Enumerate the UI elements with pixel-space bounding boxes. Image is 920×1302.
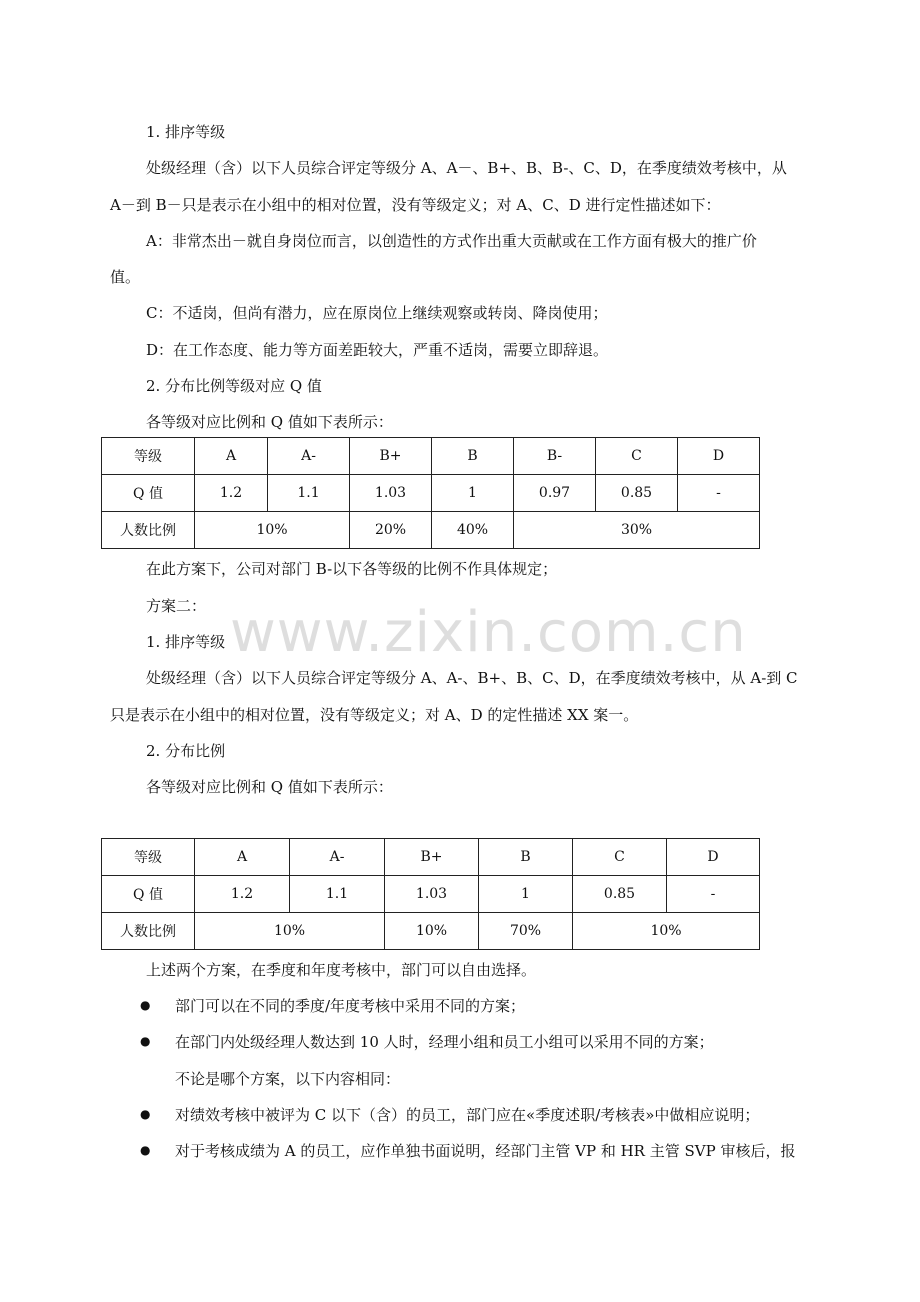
table-cell: -	[678, 475, 760, 512]
paragraph2-scope-line2: 只是表示在小组中的相对位置，没有等级定义；对 A、D 的定性描述 XX 案一。	[110, 706, 639, 724]
table-cell: A	[195, 438, 268, 475]
bullet-item-2: 在部门内处级经理人数达到 10 人时，经理小组和员工小组可以采用不同的方案；	[175, 1033, 714, 1051]
grade-table-plan1	[101, 437, 760, 549]
paragraph-scope-line1: 处级经理（含）以下人员综合评定等级分 A、A－、B+、B、B-、C、D，在季度绩效考核中，从	[146, 159, 787, 177]
table-row	[102, 438, 760, 475]
heading-distribution-2: 2. 分布比例	[146, 742, 226, 760]
table-cell: C	[573, 839, 667, 876]
table-cell: B-	[514, 438, 596, 475]
table-cell: D	[667, 839, 760, 876]
paragraph-after-table2: 上述两个方案，在季度和年度考核中，部门可以自由选择。	[146, 961, 537, 979]
table-row	[102, 913, 760, 950]
paragraph-grade-c: C：不适岗，但尚有潜力，应在原岗位上继续观察或转岗、降岗使用；	[146, 304, 608, 322]
table-cell: B	[432, 438, 514, 475]
table-cell: 1.03	[385, 876, 479, 913]
table-cell: 40%	[432, 512, 514, 549]
bullet-icon: ●	[140, 1107, 151, 1121]
table-cell: 1	[479, 876, 573, 913]
paragraph2-scope-line1: 处级经理（含）以下人员综合评定等级分 A、A-、B+、B、C、D，在季度绩效考核中，从 A-到 C	[146, 669, 798, 687]
table-cell: 人数比例	[102, 512, 195, 549]
table-cell: B+	[385, 839, 479, 876]
table-cell: C	[596, 438, 678, 475]
paragraph-common: 不论是哪个方案，以下内容相同：	[175, 1070, 401, 1088]
table-cell: 0.85	[596, 475, 678, 512]
table-cell: 20%	[350, 512, 432, 549]
table-cell: B	[479, 839, 573, 876]
table-row	[102, 475, 760, 512]
paragraph-scope-line2: A－到 B－只是表示在小组中的相对位置，没有等级定义；对 A、C、D 进行定性描述如下：	[110, 196, 721, 214]
grade-table-plan2	[101, 838, 760, 950]
table-cell: -	[667, 876, 760, 913]
bullet-icon: ●	[140, 998, 151, 1012]
table-cell: 等级	[102, 438, 195, 475]
table-cell: A-	[290, 839, 385, 876]
heading-plan-two: 方案二：	[146, 597, 207, 615]
table-cell: 10%	[573, 913, 760, 950]
paragraph-after-table1: 在此方案下，公司对部门 B-以下各等级的比例不作具体规定；	[146, 560, 558, 578]
heading-distribution: 2. 分布比例等级对应 Q 值	[146, 377, 322, 395]
table1-intro: 各等级对应比例和 Q 值如下表所示：	[146, 413, 393, 431]
table-cell: B+	[350, 438, 432, 475]
table-cell: 1.2	[195, 475, 268, 512]
table-cell: 10%	[195, 512, 350, 549]
table-cell: A-	[268, 438, 350, 475]
table-cell: 1.03	[350, 475, 432, 512]
table-cell: 1.2	[195, 876, 290, 913]
table-cell: 1	[432, 475, 514, 512]
bullet-icon: ●	[140, 1034, 151, 1048]
table-cell: 1.1	[268, 475, 350, 512]
paragraph-grade-d: D：在工作态度、能力等方面差距较大，严重不适岗，需要立即辞退。	[146, 341, 609, 359]
paragraph-grade-a-line2: 值。	[110, 268, 141, 286]
table-cell: 70%	[479, 913, 573, 950]
table-cell: 10%	[385, 913, 479, 950]
bullet-icon: ●	[140, 1143, 151, 1157]
table-cell: 1.1	[290, 876, 385, 913]
table-cell: 人数比例	[102, 913, 195, 950]
bullet-item-3: 对绩效考核中被评为 C 以下（含）的员工，部门应在«季度述职/考核表»中做相应说明；	[175, 1106, 760, 1124]
table-cell: Q 值	[102, 876, 195, 913]
table2-intro: 各等级对应比例和 Q 值如下表所示：	[146, 778, 393, 796]
watermark: www.zixin.com.cn	[230, 600, 747, 665]
table-cell: Q 值	[102, 475, 195, 512]
table-cell: 等级	[102, 839, 195, 876]
heading-sort-grade: 1. 排序等级	[146, 123, 226, 141]
table-cell: 30%	[514, 512, 760, 549]
table-row	[102, 876, 760, 913]
table-row	[102, 839, 760, 876]
table-cell: 10%	[195, 913, 385, 950]
bullet-item-4: 对于考核成绩为 A 的员工，应作单独书面说明，经部门主管 VP 和 HR 主管 SVP 审核后，报	[175, 1142, 796, 1160]
bullet-item-1: 部门可以在不同的季度/年度考核中采用不同的方案；	[175, 997, 526, 1015]
table-row	[102, 512, 760, 549]
table-cell: D	[678, 438, 760, 475]
heading-sort-grade-2: 1. 排序等级	[146, 633, 226, 651]
table-cell: 0.85	[573, 876, 667, 913]
table-cell: 0.97	[514, 475, 596, 512]
paragraph-grade-a-line1: A：非常杰出－就自身岗位而言，以创造性的方式作出重大贡献或在工作方面有极大的推广价	[146, 232, 757, 250]
table-cell: A	[195, 839, 290, 876]
